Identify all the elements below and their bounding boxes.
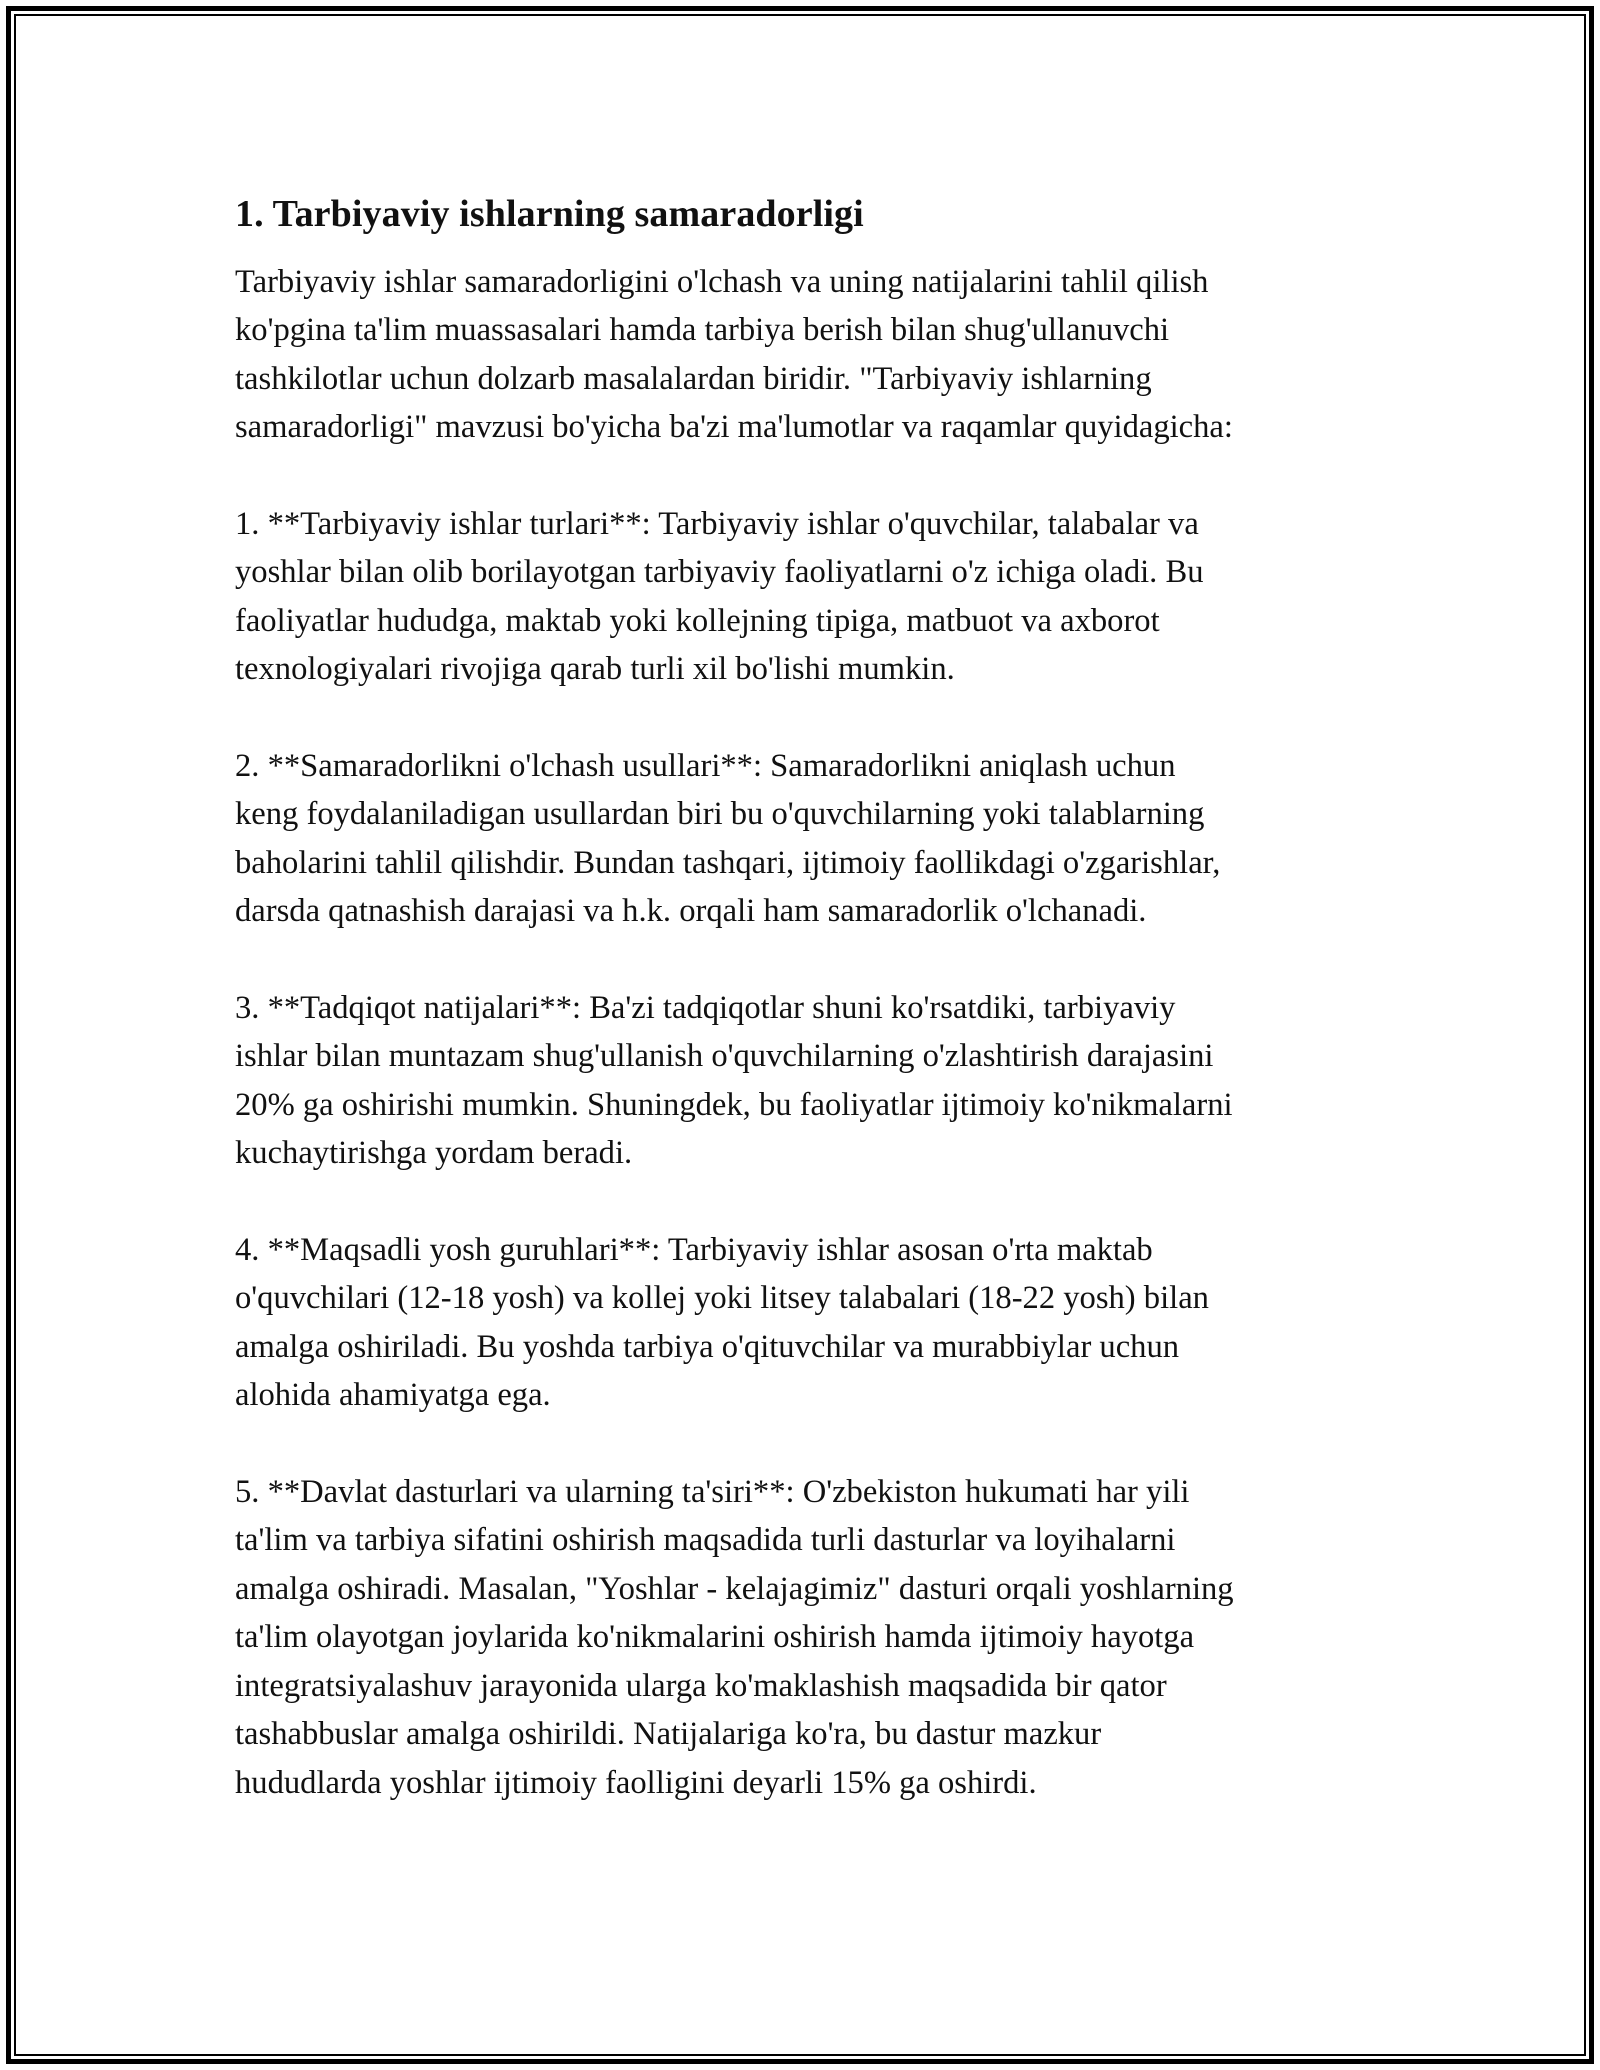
item-paragraph-1: 1. **Tarbiyaviy ishlar turlari**: Tarbiyaviy ishlar o'quvchilar, talabalar va yoshlar bilan olib borilayotgan tarbiyaviy faoliyatlarni o'z ichiga oladi. Bu faoliyatlar hududga, maktab yoki kollejning tipiga, matbuot va axborot texnologiyalari rivojiga qarab turli xil bo'lishi mumkin. bbox=[235, 506, 1204, 688]
intro-paragraph: Tarbiyaviy ishlar samaradorligini o'lchash va uning natijalarini tahlil qilish ko'pgina ta'lim muassasalari hamda tarbiya berish bilan shug'ullanuvchi tashkilotlar uchun dolzarb masalalardan biridir. "Tarbiyaviy ishlarning samaradorligi" mavzusi bo'yicha ba'zi ma'lumotlar va raqamlar quyidagicha: bbox=[235, 264, 1233, 446]
item-paragraph-2: 2. **Samaradorlikni o'lchash usullari**: Samaradorlikni aniqlash uchun keng foydalaniladigan usullardan biri bu o'quvchilarning yoki talablarning baholarini tahlil qilishdir. Bundan tashqari, ijtimoiy faollikdagi o'zgarishlar, darsda qatnashish darajasi va h.k. orqali ham samaradorlik o'lchanadi. bbox=[235, 748, 1221, 930]
document-body bbox=[235, 188, 1385, 1855]
document-title: 1. Tarbiyaviy ishlarning samaradorligi bbox=[235, 193, 864, 235]
item-paragraph-4: 4. **Maqsadli yosh guruhlari**: Tarbiyaviy ishlar asosan o'rta maktab o'quvchilari (12-18 yosh) va kollej yoki litsey talabalari (18-22 yosh) bilan amalga oshiriladi. Bu yoshda tarbiya o'qituvchilar va murabbiylar uchun alohida ahamiyatga ega. bbox=[235, 1232, 1209, 1414]
item-paragraph-3: 3. **Tadqiqot natijalari**: Ba'zi tadqiqotlar shuni ko'rsatdiki, tarbiyaviy ishlar bilan muntazam shug'ullanish o'quvchilarning o'zlashtirish darajasini 20% ga oshirishi mumkin. Shuningdek, bu faoliyatlar ijtimoiy ko'nikmalarni kuchaytirishga yordam beradi. bbox=[235, 990, 1233, 1172]
item-paragraph-5: 5. **Davlat dasturlari va ularning ta'siri**: O'zbekiston hukumati har yili ta'lim va tarbiya sifatini oshirish maqsadida turli dasturlar va loyihalarni amalga oshiradi. Masalan, "Yoshlar - kelajagimiz" dasturi orqali yoshlarning ta'lim olayotgan joylarida ko'nikmalarini oshirish hamda ijtimoiy hayotga integratsiyalashuv jarayonida ularga ko'maklashish maqsadida bir qator tashabbuslar amalga oshirildi. Natijalariga ko'ra, bu dastur mazkur hududlarda yoshlar ijtimoiy faolligini deyarli 15% ga oshirdi. bbox=[235, 1474, 1234, 1801]
